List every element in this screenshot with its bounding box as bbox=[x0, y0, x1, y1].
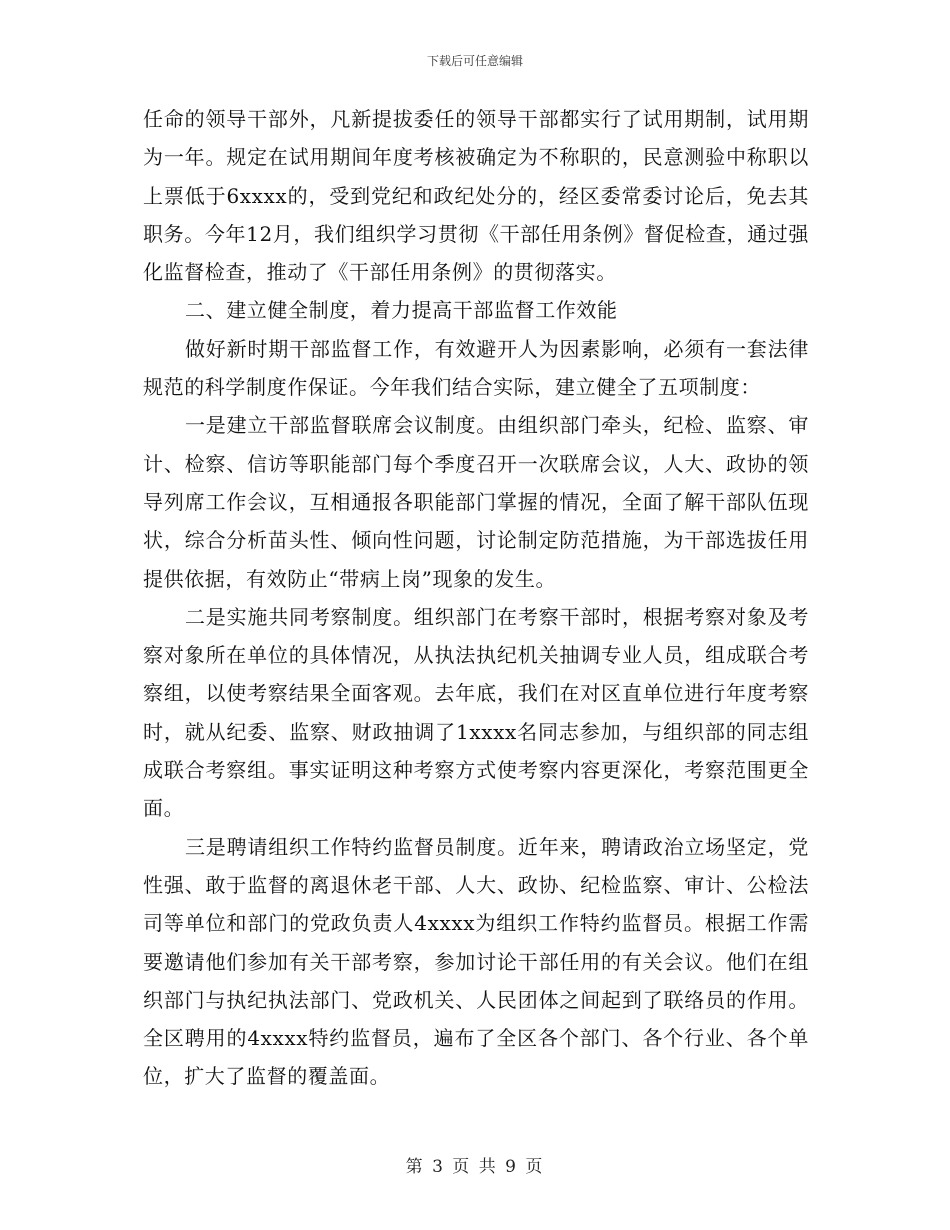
paragraph-item-3: 三是聘请组织工作特约监督员制度。近年来，聘请政治立场坚定，党性强、敢于监督的离退休老干部、人大、政协、纪检监察、审计、公检法司等单位和部门的党政负责人4xxxx为组织工作特约监督员。根据工作需要邀请他们参加有关干部考察，参加讨论干部任用的有关会议。他们在组织部门与执纪执法部门、党政机关、人民团体之间起到了联络员的作用。全区聘用的4xxxx特约监督员，遍布了全区各个部门、各个行业、各个单位，扩大了监督的覆盖面。 bbox=[143, 834, 809, 1089]
paragraph-continuation: 任命的领导干部外，凡新提拔委任的领导干部都实行了试用期制，试用期为一年。规定在试用期间年度考核被确定为不称职的，民意测验中称职以上票低于6xxxx的，受到党纪和政纪处分的，经区委常委讨论后，免去其职务。今年12月，我们组织学习贯彻《干部任用条例》督促检查，通过强化监督检查，推动了《干部任用条例》的贯彻落实。 bbox=[143, 107, 809, 285]
section-heading: 二、建立健全制度，着力提高干部监督工作效能 bbox=[185, 298, 618, 323]
page-number: 第 3 页 共 9 页 bbox=[405, 1157, 545, 1177]
paragraph-intro: 做好新时期干部监督工作，有效避开人为因素影响，必须有一套法律规范的科学制度作保证。今年我们结合实际，建立健全了五项制度： bbox=[143, 336, 809, 400]
paragraph-item-2: 二是实施共同考察制度。组织部门在考察干部时，根据考察对象及考察对象所在单位的具体情况，从执法执纪机关抽调专业人员，组成联合考察组，以使考察结果全面客观。去年底，我们在对区直单位进行年度考察时，就从纪委、监察、财政抽调了1xxxx名同志参加，与组织部的同志组成联合考察组。事实证明这种考察方式使考察内容更深化，考察范围更全面。 bbox=[143, 604, 809, 821]
paragraph-item-1: 一是建立干部监督联席会议制度。由组织部门牵头，纪检、监察、审计、检察、信访等职能部门每个季度召开一次联席会议，人大、政协的领导列席工作会议，互相通报各职能部门掌握的情况，全面了解干部队伍现状，综合分析苗头性、倾向性问题，讨论制定防范措施，为干部选拔任用提供依据，有效防止“带病上岗”现象的发生。 bbox=[143, 413, 809, 591]
page-header-note: 下载后可任意编辑 bbox=[426, 54, 523, 68]
document-body bbox=[143, 100, 809, 1096]
